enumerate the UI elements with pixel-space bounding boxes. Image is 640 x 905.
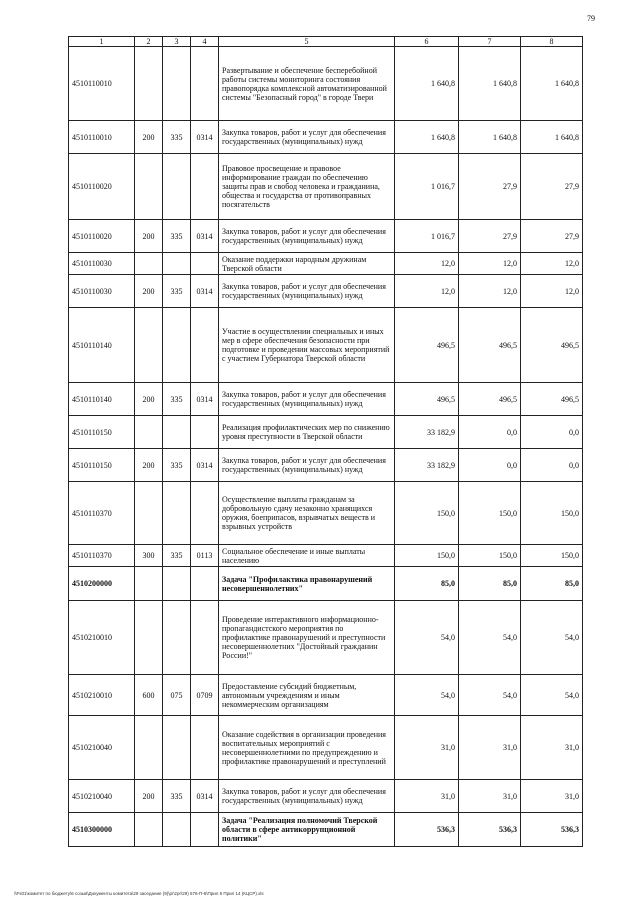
ministry-cell: 335 — [163, 275, 191, 308]
code-cell: 4510110370 — [69, 545, 135, 567]
section-cell — [135, 813, 163, 847]
name-cell: Осуществление выплаты гражданам за добровольную сдачу незаконно хранящихся оружия, боеприпасов, взрывчатых веществ и взрывных устройств — [219, 482, 395, 545]
amount-cell: 496,5 — [459, 383, 521, 416]
code-cell: 4510210010 — [69, 601, 135, 675]
name-cell: Социальное обеспечение и иные выплаты населению — [219, 545, 395, 567]
name-cell: Закупка товаров, работ и услуг для обеспечения государственных (муниципальных) нужд — [219, 275, 395, 308]
section-cell: 200 — [135, 780, 163, 813]
table-row — [69, 275, 583, 308]
name-cell: Закупка товаров, работ и услуг для обеспечения государственных (муниципальных) нужд — [219, 220, 395, 253]
amount-cell: 150,0 — [521, 545, 583, 567]
amount-cell: 54,0 — [395, 675, 459, 716]
section-cell: 200 — [135, 449, 163, 482]
code-cell: 4510110150 — [69, 416, 135, 449]
amount-cell: 12,0 — [521, 253, 583, 275]
amount-cell: 150,0 — [395, 482, 459, 545]
table-row — [69, 253, 583, 275]
amount-cell: 0,0 — [521, 416, 583, 449]
amount-cell: 27,9 — [459, 220, 521, 253]
name-cell: Развертывание и обеспечение бесперебойной работы системы мониторинга состояния правопорядка комплексной автоматизированной системы "Безопасный город" в городе Твери — [219, 47, 395, 121]
table-row — [69, 220, 583, 253]
table-row — [69, 308, 583, 383]
code-cell: 4510210040 — [69, 716, 135, 780]
amount-cell: 536,3 — [459, 813, 521, 847]
page-number: 79 — [587, 14, 595, 23]
table-row — [69, 416, 583, 449]
amount-cell: 496,5 — [521, 383, 583, 416]
table-row — [69, 780, 583, 813]
amount-cell: 27,9 — [459, 154, 521, 220]
amount-cell: 0,0 — [459, 416, 521, 449]
amount-cell: 31,0 — [459, 780, 521, 813]
amount-cell: 27,9 — [521, 154, 583, 220]
amount-cell: 31,0 — [521, 780, 583, 813]
code-cell: 4510110020 — [69, 220, 135, 253]
table-row — [69, 47, 583, 121]
amount-cell: 496,5 — [395, 308, 459, 383]
header-cell: 1 — [69, 37, 135, 47]
table-row — [69, 601, 583, 675]
subsection-cell — [191, 47, 219, 121]
code-cell: 4510110030 — [69, 275, 135, 308]
section-cell — [135, 482, 163, 545]
ministry-cell — [163, 716, 191, 780]
section-cell — [135, 47, 163, 121]
subsection-cell: 0314 — [191, 383, 219, 416]
amount-cell: 150,0 — [459, 482, 521, 545]
amount-cell: 1 640,8 — [459, 47, 521, 121]
ministry-cell — [163, 253, 191, 275]
section-cell — [135, 567, 163, 601]
subsection-cell — [191, 813, 219, 847]
section-cell: 200 — [135, 121, 163, 154]
name-cell: Закупка товаров, работ и услуг для обеспечения государственных (муниципальных) нужд — [219, 121, 395, 154]
table-row — [69, 449, 583, 482]
amount-cell: 496,5 — [395, 383, 459, 416]
amount-cell: 12,0 — [395, 275, 459, 308]
code-cell: 4510110370 — [69, 482, 135, 545]
name-cell: Оказание поддержки народным дружинам Тверской области — [219, 253, 395, 275]
subsection-cell — [191, 253, 219, 275]
amount-cell: 12,0 — [459, 253, 521, 275]
amount-cell: 1 640,8 — [459, 121, 521, 154]
amount-cell: 12,0 — [395, 253, 459, 275]
section-cell: 600 — [135, 675, 163, 716]
amount-cell: 27,9 — [521, 220, 583, 253]
amount-cell: 496,5 — [459, 308, 521, 383]
subsection-cell — [191, 416, 219, 449]
amount-cell: 12,0 — [459, 275, 521, 308]
header-cell: 8 — [521, 37, 583, 47]
header-row — [69, 37, 583, 47]
amount-cell: 12,0 — [521, 275, 583, 308]
code-cell: 4510110140 — [69, 308, 135, 383]
subsection-cell: 0314 — [191, 780, 219, 813]
subsection-cell: 0314 — [191, 449, 219, 482]
amount-cell: 85,0 — [395, 567, 459, 601]
ministry-cell — [163, 601, 191, 675]
ministry-cell — [163, 567, 191, 601]
code-cell: 4510110010 — [69, 121, 135, 154]
table-row — [69, 121, 583, 154]
subsection-cell — [191, 601, 219, 675]
code-cell: 4510110020 — [69, 154, 135, 220]
ministry-cell: 335 — [163, 121, 191, 154]
section-cell: 200 — [135, 275, 163, 308]
name-cell: Задача "Реализация полномочий Тверской области в сфере антикоррупционной политики" — [219, 813, 395, 847]
section-cell — [135, 154, 163, 220]
amount-cell: 1 640,8 — [395, 47, 459, 121]
name-cell: Проведение интерактивного информационно-пропагандистского мероприятия по профилактике правонарушений и преступности несовершеннолетних "Достойный гражданин России!" — [219, 601, 395, 675]
amount-cell: 0,0 — [459, 449, 521, 482]
ministry-cell: 335 — [163, 220, 191, 253]
subsection-cell — [191, 567, 219, 601]
section-cell — [135, 716, 163, 780]
ministry-cell: 335 — [163, 383, 191, 416]
file-path-footer: \\Fs01\комитет по бюджету\6 созыв\Документы комитета\29 заседание (9)\pr\zpr\29) 576-П-6\Прил 5 Прил 14 (КЦСР).xls — [14, 891, 264, 896]
section-cell — [135, 308, 163, 383]
amount-cell: 536,3 — [521, 813, 583, 847]
header-cell: 5 — [219, 37, 395, 47]
amount-cell: 31,0 — [521, 716, 583, 780]
subsection-cell: 0709 — [191, 675, 219, 716]
amount-cell: 85,0 — [459, 567, 521, 601]
section-cell: 300 — [135, 545, 163, 567]
amount-cell: 54,0 — [459, 601, 521, 675]
amount-cell: 150,0 — [459, 545, 521, 567]
subsection-cell — [191, 482, 219, 545]
section-cell: 200 — [135, 383, 163, 416]
header-cell: 4 — [191, 37, 219, 47]
ministry-cell: 335 — [163, 780, 191, 813]
amount-cell: 54,0 — [459, 675, 521, 716]
amount-cell: 0,0 — [521, 449, 583, 482]
amount-cell: 1 016,7 — [395, 154, 459, 220]
ministry-cell — [163, 482, 191, 545]
ministry-cell: 335 — [163, 449, 191, 482]
amount-cell: 1 016,7 — [395, 220, 459, 253]
code-cell: 4510110140 — [69, 383, 135, 416]
table-row — [69, 383, 583, 416]
table-row — [69, 813, 583, 847]
amount-cell: 1 640,8 — [521, 121, 583, 154]
subsection-cell: 0113 — [191, 545, 219, 567]
budget-table — [68, 36, 583, 847]
ministry-cell — [163, 416, 191, 449]
name-cell: Задача "Профилактика правонарушений несовершеннолетних" — [219, 567, 395, 601]
code-cell: 4510110030 — [69, 253, 135, 275]
ministry-cell — [163, 308, 191, 383]
table-row — [69, 545, 583, 567]
name-cell: Закупка товаров, работ и услуг для обеспечения государственных (муниципальных) нужд — [219, 449, 395, 482]
name-cell: Оказание содействия в организации проведения воспитательных мероприятий с несовершеннолетними по предупреждению и профилактике правонарушений и преступлений — [219, 716, 395, 780]
amount-cell: 1 640,8 — [395, 121, 459, 154]
amount-cell: 33 182,9 — [395, 416, 459, 449]
header-cell: 6 — [395, 37, 459, 47]
amount-cell: 150,0 — [395, 545, 459, 567]
ministry-cell: 335 — [163, 545, 191, 567]
amount-cell: 33 182,9 — [395, 449, 459, 482]
ministry-cell — [163, 813, 191, 847]
name-cell: Предоставление субсидий бюджетным, автономным учреждениям и иным некоммерческим организациям — [219, 675, 395, 716]
table-row — [69, 716, 583, 780]
ministry-cell — [163, 154, 191, 220]
name-cell: Реализация профилактических мер по снижению уровня преступности в Тверской области — [219, 416, 395, 449]
section-cell: 200 — [135, 220, 163, 253]
code-cell: 4510300000 — [69, 813, 135, 847]
header-cell: 3 — [163, 37, 191, 47]
section-cell — [135, 253, 163, 275]
subsection-cell: 0314 — [191, 220, 219, 253]
code-cell: 4510110010 — [69, 47, 135, 121]
amount-cell: 150,0 — [521, 482, 583, 545]
subsection-cell — [191, 308, 219, 383]
amount-cell: 496,5 — [521, 308, 583, 383]
table-row — [69, 567, 583, 601]
subsection-cell: 0314 — [191, 121, 219, 154]
section-cell — [135, 601, 163, 675]
name-cell: Закупка товаров, работ и услуг для обеспечения государственных (муниципальных) нужд — [219, 780, 395, 813]
table-row — [69, 482, 583, 545]
name-cell: Участие в осуществлении специальных и иных мер в сфере обеспечения безопасности при подготовке и проведении массовых мероприятий с участием Губернатора Тверской области — [219, 308, 395, 383]
amount-cell: 54,0 — [395, 601, 459, 675]
table-row — [69, 154, 583, 220]
code-cell: 4510210010 — [69, 675, 135, 716]
amount-cell: 31,0 — [395, 716, 459, 780]
amount-cell: 31,0 — [395, 780, 459, 813]
header-cell: 2 — [135, 37, 163, 47]
code-cell: 4510210040 — [69, 780, 135, 813]
amount-cell: 31,0 — [459, 716, 521, 780]
amount-cell: 85,0 — [521, 567, 583, 601]
ministry-cell: 075 — [163, 675, 191, 716]
section-cell — [135, 416, 163, 449]
amount-cell: 1 640,8 — [521, 47, 583, 121]
amount-cell: 54,0 — [521, 675, 583, 716]
amount-cell: 536,3 — [395, 813, 459, 847]
name-cell: Закупка товаров, работ и услуг для обеспечения государственных (муниципальных) нужд — [219, 383, 395, 416]
amount-cell: 54,0 — [521, 601, 583, 675]
subsection-cell — [191, 716, 219, 780]
ministry-cell — [163, 47, 191, 121]
subsection-cell: 0314 — [191, 275, 219, 308]
subsection-cell — [191, 154, 219, 220]
name-cell: Правовое просвещение и правовое информирование граждан по обеспечению защиты прав и свобод человека и гражданина, общества и государства от противоправных посягательств — [219, 154, 395, 220]
code-cell: 4510200000 — [69, 567, 135, 601]
table-row — [69, 675, 583, 716]
code-cell: 4510110150 — [69, 449, 135, 482]
header-cell: 7 — [459, 37, 521, 47]
